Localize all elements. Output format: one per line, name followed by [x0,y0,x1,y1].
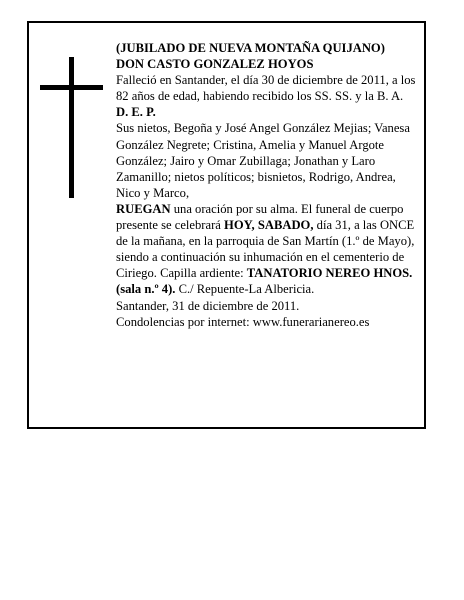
condolences-line: Condolencias por internet: www.funerarianereo.es [116,314,370,329]
funeral-day: HOY, SABADO, [224,218,314,233]
funeral-text-2: día 31, a las ONCE de la mañana, en la parroquia de San Martín (1.º de Mayo), siendo a continuación su inhumación en el cementerio de Ciriego. Capilla ardiente: [116,218,415,281]
obituary-notice [27,21,426,429]
tanatorio-name: TANATORIO NEREO HNOS. (sala n.º 4). [116,266,413,297]
cross-vertical-bar [69,57,74,198]
deceased-name: DON CASTO GONZALEZ HOYOS [116,57,314,72]
family-list: Sus nietos, Begoña y José Angel González Mejias; Vanesa González Negrete; Cristina, Amelia y Manuel Argote González; Jairo y Omar Zubillaga; Jonathan y Laro Zamanillo; nietos políticos; bisnietos, Rodrigo, Andrea, Nico y Marco, [116,121,410,200]
ruegan-label: RUEGAN [116,201,171,216]
death-details: Falleció en Santander, el día 30 de diciembre de 2011, a los 82 años de edad, habiendo recibido los SS. SS. y la B. A. [116,73,416,104]
funeral-text-1: una oración por su alma. El funeral de cuerpo presente se celebrará [116,201,404,233]
heading-line-1: (JUBILADO DE NUEVA MONTAÑA QUIJANO) [116,41,385,55]
tanatorio-address: C./ Repuente-La Albericia. [175,282,315,297]
funeral-paragraph [116,201,422,298]
cross-horizontal-bar [40,85,103,90]
date-line: Santander, 31 de diciembre de 2011. [116,298,300,313]
obituary-text [116,40,422,330]
dep-label: D. E. P. [116,105,156,120]
